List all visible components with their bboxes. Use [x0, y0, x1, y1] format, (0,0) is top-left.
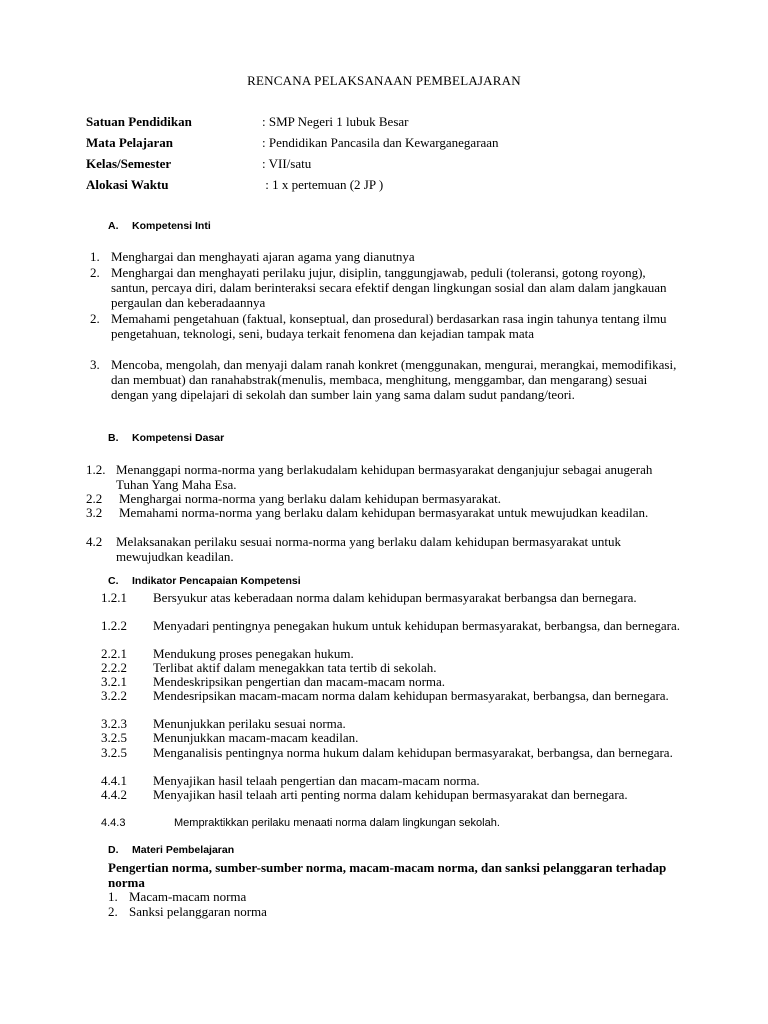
item-text: Menunjukkan perilaku sesuai norma. — [153, 716, 346, 731]
identity-label: Satuan Pendidikan — [86, 114, 192, 129]
section-title: Indikator Pencapaian Kompetensi — [132, 575, 301, 587]
item-number: 3.2 — [86, 505, 103, 520]
identity-value: : Pendidikan Pancasila dan Kewarganegaraan — [262, 135, 499, 150]
item-text: Menyadari pentingnya penegakan hukum untuk kehidupan bermasyarakat, berbangsa, dan bernegara. — [153, 618, 681, 633]
item-number: 1. — [108, 889, 118, 904]
section-a-heading — [108, 220, 211, 232]
item-number: 2.2 — [86, 491, 103, 506]
item-text: Mendukung proses penegakan hukum. — [153, 646, 354, 661]
item-number: 3.2.5 — [101, 745, 127, 760]
section-title: Kompetensi Dasar — [132, 432, 225, 444]
materi-subtitle: Pengertian norma, sumber-sumber norma, macam-macam norma, dan sanksi pelanggaran terhadap norma — [108, 860, 667, 890]
item-text: Menghargai norma-norma yang berlaku dalam kehidupan bermasyarakat. — [119, 491, 502, 506]
item-number: 4.4.1 — [101, 773, 127, 788]
item-number: 3.2.2 — [101, 688, 127, 703]
item-number: 3.2.3 — [101, 716, 127, 731]
section-title: Materi Pembelajaran — [132, 844, 235, 856]
item-text: Melaksanakan perilaku sesuai norma-norma yang berlaku dalam kehidupan bermasyarakat untuk mewujudkan keadilan. — [116, 534, 622, 565]
section-letter: D. — [108, 844, 119, 856]
section-letter: A. — [108, 220, 119, 232]
document-title: RENCANA PELAKSANAAN PEMBELAJARAN — [247, 73, 521, 88]
item-text: Menunjukkan macam-macam keadilan. — [153, 730, 359, 745]
item-number: 4.2 — [86, 534, 103, 549]
identity-label: Kelas/Semester — [86, 156, 172, 171]
identity-value: : SMP Negeri 1 lubuk Besar — [262, 114, 409, 129]
item-text: Macam-macam norma — [129, 889, 247, 904]
item-text: Menanggapi norma-norma yang berlakudalam kehidupan bermasyarakat denganjujur sebagai anugerah Tuhan Yang Maha Esa. — [116, 462, 653, 493]
section-letter: C. — [108, 575, 119, 587]
section-d-heading — [108, 844, 234, 856]
item-number: 3.2.1 — [101, 674, 127, 689]
item-text: Mendesripsikan macam-macam norma dalam kehidupan bermasyarakat, berbangsa, dan bernegara. — [153, 688, 669, 703]
item-text: Menganalisis pentingnya norma hukum dalam kehidupan bermasyarakat, berbangsa, dan bernegara. — [153, 745, 673, 760]
item-text: Memahami norma-norma yang berlaku dalam kehidupan bermasyarakat untuk mewujudkan keadilan. — [119, 505, 649, 520]
item-number: 3. — [90, 357, 100, 372]
item-text: Memahami pengetahuan (faktual, konseptual, dan prosedural) berdasarkan rasa ingin tahunya tentang ilmu pengetahuan, teknologi, seni, budaya terkait fenomena dan kejadian tampak mata — [111, 311, 667, 342]
section-c-heading — [108, 575, 301, 587]
item-number: 1. — [90, 249, 100, 264]
item-number: 1.2.1 — [101, 590, 127, 605]
item-text: Mencoba, mengolah, dan menyaji dalam ranah konkret (menggunakan, mengurai, merangkai, memodifikasi, dan membuat) dan ranahabstrak(menulis, membaca, menghitung, menggambar, dan mengarang) sesuai dengan yang dipelajari di sekolah dan sumber lain yang sama dalam sudut pandang/teori. — [111, 357, 677, 403]
item-text: Menyajikan hasil telaah pengertian dan macam-macam norma. — [153, 773, 480, 788]
identity-value: : VII/satu — [262, 156, 312, 171]
item-text: Terlibat aktif dalam menegakkan tata tertib di sekolah. — [153, 660, 437, 675]
item-number: 2. — [90, 311, 100, 326]
item-text: Sanksi pelanggaran norma — [129, 904, 267, 919]
item-number: 2.2.1 — [101, 646, 127, 661]
item-number: 4.4.2 — [101, 787, 127, 802]
item-text: Mempraktikkan perilaku menaati norma dalam lingkungan sekolah. — [174, 817, 500, 829]
item-text: Bersyukur atas keberadaan norma dalam kehidupan bermasyarakat berbangsa dan bernegara. — [153, 590, 637, 605]
item-number: 1.2. — [86, 462, 106, 477]
item-number: 2. — [108, 904, 118, 919]
identity-value: : 1 x pertemuan (2 JP ) — [262, 177, 384, 192]
item-text: Menyajikan hasil telaah arti penting norma dalam kehidupan bermasyarakat dan bernegara. — [153, 787, 628, 802]
item-number: 1.2.2 — [101, 618, 127, 633]
item-number: 3.2.5 — [101, 730, 127, 745]
section-b-heading — [108, 432, 224, 444]
section-letter: B. — [108, 432, 119, 444]
item-number: 2.2.2 — [101, 660, 127, 675]
item-text: Menghargai dan menghayati ajaran agama yang dianutnya — [111, 249, 415, 264]
item-number: 2. — [90, 265, 100, 280]
item-number: 4.4.3 — [101, 817, 126, 829]
item-text: Menghargai dan menghayati perilaku jujur, disiplin, tanggungjawab, peduli (toleransi, gotong royong), santun, percaya diri, dalam berinteraksi secara efektif dengan lingkungan sosial dan alam dalam jangkauan pergaulan dan keberadaannya — [111, 265, 667, 311]
identity-label: Alokasi Waktu — [86, 177, 169, 192]
item-text: Mendeskripsikan pengertian dan macam-macam norma. — [153, 674, 446, 689]
section-title: Kompetensi Inti — [132, 220, 211, 232]
identity-label: Mata Pelajaran — [86, 135, 174, 150]
